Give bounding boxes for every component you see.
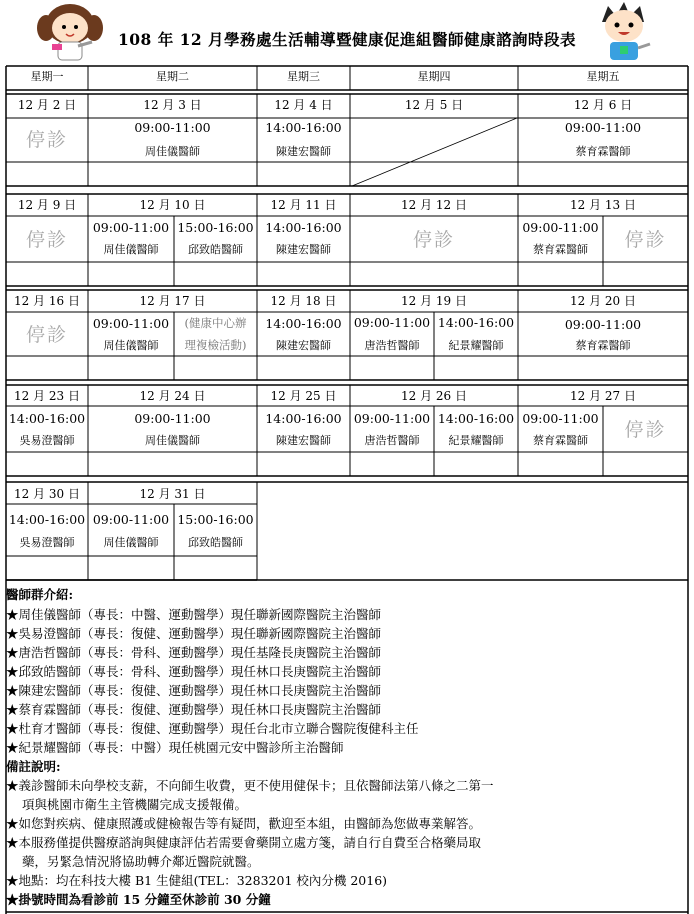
closed-label: 停診 bbox=[25, 129, 68, 151]
note-line: ★掛號時間為看診前 15 分鐘至休診前 30 分鐘 bbox=[6, 892, 271, 907]
doctor-name: 陳建宏醫師 bbox=[276, 145, 331, 158]
date-label: 12 月 19 日 bbox=[401, 294, 467, 308]
doctor-intro-item: ★陳建宏醫師（專長：復健、運動醫學）現任林口長庚醫院主治醫師 bbox=[6, 683, 382, 698]
clinic-time: 09:00-11:00 bbox=[522, 411, 599, 426]
doctor-intro-item: ★唐浩哲醫師（專長：骨科、運動醫學）現任基隆長庚醫院主治醫師 bbox=[6, 645, 382, 660]
date-label: 12 月 31 日 bbox=[139, 487, 206, 501]
doctor-name: 周佳儀醫師 bbox=[145, 434, 200, 447]
doctor-name: 蔡育霖醫師 bbox=[575, 145, 631, 158]
date-label: 12 月 9 日 bbox=[17, 198, 77, 212]
page-title: 108 年 12 月學務處生活輔導暨健康促進組醫師健康諮詢時段表 bbox=[117, 30, 577, 49]
doctor-intro-item: ★杜育才醫師（專長：復健、運動醫學）現任台北市立聯合醫院復健科主任 bbox=[6, 721, 419, 736]
grid-line bbox=[352, 118, 517, 186]
clinic-time: 14:00-16:00 bbox=[437, 315, 515, 330]
doctor-intro-item: ★邱致皓醫師（專長：骨科、運動醫學）現任林口長庚醫院主治醫師 bbox=[6, 664, 382, 679]
doctor-name: 周佳儀醫師 bbox=[103, 536, 159, 549]
event-note: (健康中心辦 bbox=[184, 316, 247, 330]
doctor-name: 蔡育霖醫師 bbox=[533, 243, 588, 256]
closed-label: 停診 bbox=[624, 229, 667, 251]
date-label: 12 月 17 日 bbox=[139, 294, 206, 308]
closed-label: 停診 bbox=[25, 229, 68, 251]
date-label: 12 月 30 日 bbox=[14, 487, 80, 501]
doctor-name: 蔡育霖醫師 bbox=[575, 339, 631, 352]
date-label: 12 月 6 日 bbox=[573, 98, 633, 112]
date-label: 12 月 23 日 bbox=[14, 389, 80, 403]
doctor-name: 吳易澄醫師 bbox=[19, 536, 75, 549]
doctor-name: 周佳儀醫師 bbox=[145, 145, 200, 158]
clinic-time: 14:00-16:00 bbox=[265, 411, 342, 426]
clinic-time: 14:00-16:00 bbox=[265, 220, 342, 235]
clinic-time: 09:00-11:00 bbox=[134, 411, 211, 426]
closed-label: 停診 bbox=[412, 229, 455, 251]
note-line: 藥，另緊急情況將協助轉介鄰近醫院就醫。 bbox=[22, 854, 260, 869]
note-line: 項與桃園市衛生主管機關完成支援報備。 bbox=[22, 797, 248, 812]
weekday-header-thu: 星期四 bbox=[417, 70, 451, 83]
weekday-header-fri: 星期五 bbox=[586, 70, 620, 83]
intro-heading: 醫師群介紹: bbox=[6, 587, 74, 602]
clinic-time: 14:00-16:00 bbox=[437, 411, 515, 426]
doctor-intro-item: ★蔡育霖醫師（專長：復健、運動醫學）現任林口長庚醫院主治醫師 bbox=[6, 702, 382, 717]
clinic-time: 09:00-11:00 bbox=[134, 120, 211, 135]
weekday-header-tue: 星期二 bbox=[156, 70, 189, 83]
doctor-name: 邱致皓醫師 bbox=[188, 243, 243, 256]
doctor-name: 周佳儀醫師 bbox=[103, 339, 159, 352]
note-line: ★地點：均在科技大樓 B1 生健組(TEL：3283201 校內分機 2016) bbox=[6, 873, 388, 888]
date-label: 12 月 20 日 bbox=[570, 294, 636, 308]
clinic-time: 15:00-16:00 bbox=[177, 220, 254, 235]
doctor-intro-item: ★紀景耀醫師（專長：中醫）現任桃園元安中醫診所主治醫師 bbox=[6, 740, 344, 755]
clinic-time: 14:00-16:00 bbox=[265, 316, 342, 331]
weekday-header-mon: 星期一 bbox=[30, 70, 64, 83]
date-label: 12 月 2 日 bbox=[17, 98, 77, 112]
date-label: 12 月 27 日 bbox=[570, 389, 636, 403]
date-label: 12 月 3 日 bbox=[143, 98, 202, 112]
doctor-name: 唐浩哲醫師 bbox=[364, 434, 420, 447]
doctor-name: 唐浩哲醫師 bbox=[364, 339, 420, 352]
closed-label: 停診 bbox=[624, 419, 667, 441]
clinic-time: 09:00-11:00 bbox=[353, 315, 431, 330]
clinic-time: 09:00-11:00 bbox=[564, 317, 642, 332]
doctor-name: 周佳儀醫師 bbox=[103, 243, 159, 256]
clinic-time: 14:00-16:00 bbox=[8, 512, 86, 527]
date-label: 12 月 24 日 bbox=[139, 389, 206, 403]
doctor-name: 紀景耀醫師 bbox=[448, 339, 504, 352]
doctor-name: 陳建宏醫師 bbox=[276, 434, 331, 447]
date-label: 12 月 5 日 bbox=[404, 98, 464, 112]
clinic-time: 09:00-11:00 bbox=[564, 120, 642, 135]
doctor-intro-item: ★周佳儀醫師（專長：中醫、運動醫學）現任聯新國際醫院主治醫師 bbox=[6, 607, 382, 622]
clinic-time: 14:00-16:00 bbox=[265, 120, 342, 135]
clinic-time: 09:00-11:00 bbox=[92, 512, 170, 527]
notes-heading: 備註說明: bbox=[6, 759, 61, 774]
note-line: ★義診醫師未向學校支薪，不向師生收費，更不使用健保卡；且依醫師法第八條之二第一 bbox=[6, 778, 494, 793]
date-label: 12 月 4 日 bbox=[274, 98, 333, 112]
date-label: 12 月 26 日 bbox=[401, 389, 467, 403]
clinic-time: 15:00-16:00 bbox=[177, 512, 254, 527]
clinic-time: 09:00-11:00 bbox=[353, 411, 431, 426]
date-label: 12 月 18 日 bbox=[270, 294, 337, 308]
doctor-name: 邱致皓醫師 bbox=[188, 536, 243, 549]
date-label: 12 月 12 日 bbox=[401, 198, 467, 212]
doctor-name: 蔡育霖醫師 bbox=[533, 434, 588, 447]
clinic-time: 09:00-11:00 bbox=[92, 220, 170, 235]
doctor-name: 紀景耀醫師 bbox=[448, 434, 504, 447]
weekday-header-wed: 星期三 bbox=[287, 70, 320, 83]
date-label: 12 月 25 日 bbox=[270, 389, 337, 403]
clinic-time: 14:00-16:00 bbox=[8, 411, 86, 426]
doctor-name: 吳易澄醫師 bbox=[19, 434, 75, 447]
clinic-time: 09:00-11:00 bbox=[522, 220, 599, 235]
date-label: 12 月 13 日 bbox=[570, 198, 636, 212]
doctor-intro-item: ★吳易澄醫師（專長：復健、運動醫學）現任聯新國際醫院主治醫師 bbox=[6, 626, 382, 641]
note-line: ★如您對疾病、健康照護或健檢報告等有疑問，歡迎至本組，由醫師為您做專業解答。 bbox=[6, 816, 482, 831]
closed-label: 停診 bbox=[25, 324, 68, 346]
date-label: 12 月 11 日 bbox=[270, 198, 337, 212]
doctor-name: 陳建宏醫師 bbox=[276, 243, 331, 256]
date-label: 12 月 16 日 bbox=[14, 294, 80, 308]
clinic-time: 09:00-11:00 bbox=[92, 316, 170, 331]
doctor-name: 陳建宏醫師 bbox=[276, 339, 331, 352]
event-note: 理複檢活動) bbox=[184, 338, 247, 352]
date-label: 12 月 10 日 bbox=[139, 198, 206, 212]
note-line: ★本服務僅提供醫療諮詢與健康評估若需要會藥開立處方箋，請自行自費至合格藥局取 bbox=[6, 835, 482, 850]
